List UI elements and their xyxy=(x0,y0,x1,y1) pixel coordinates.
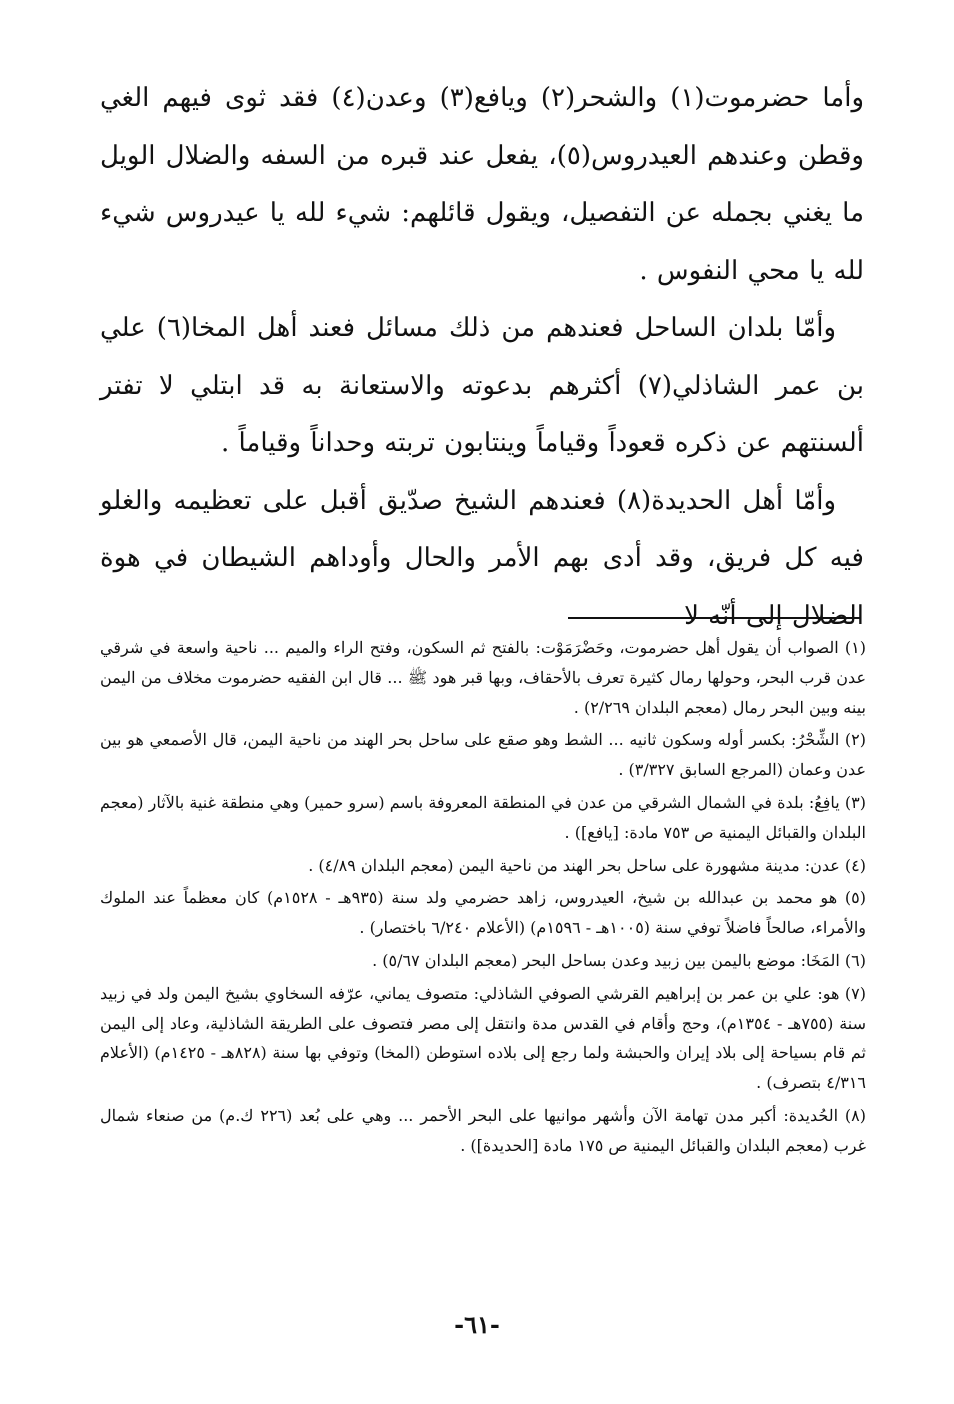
footnotes xyxy=(100,633,866,1164)
footnote-3: (٣) يافِعُ: بلدة في الشمال الشرقي من عدن في المنطقة المعروفة باسم (سرو حمير) وهي منطقة غنية بالآثار (معجم البلدان والقبائل اليمنية ص ٧٥٣ مادة: [يافع]) . xyxy=(100,792,866,842)
footnote-divider xyxy=(568,617,860,619)
page-number: -٦١- xyxy=(454,1310,500,1339)
footnote-6: (٦) المَخَا: موضع باليمن بين زبيد وعدن بساحل البحر (معجم البلدان ٥/٦٧) . xyxy=(372,950,866,970)
footnote-5: (٥) هو محمد بن عبدالله بن شيخ، العيدروس، زاهد حضرمي ولد سنة (٩٣٥هـ - ١٥٢٨م) كان معظماً عند الملوك والأمراء، صالحاً فاضلاً توفي سنة (١٠٠٥هـ - ١٥٩٦م) (الأعلام ٦/٢٤٠ باختصار) . xyxy=(100,888,866,938)
paragraph-1: وأما حضرموت(١) والشحر(٢) ويافع(٣) وعدن(٤) فقد ثوى فيهم الغي وقطن وعندهم العيدروس(٥)، يفعل عند قبره من السفه والضلال الويل ما يغني بجمله عن التفصيل، ويقول قائلهم: شيء لله يا عيدروس شيء لله يا محي النفوس . xyxy=(100,83,864,286)
footnote-4: (٤) عدن: مدينة مشهورة على ساحل بحر الهند من ناحية اليمن (معجم البلدان ٤/٨٩) . xyxy=(308,855,866,875)
footnote-7: (٧) هو: علي بن عمر بن إبراهيم القرشي الصوفي الشاذلي: متصوف يماني، عرّفه السخاوي بشيخ اليمن ولد في زبيد سنة (٧٥٥هـ - ١٣٥٤م)، وحج وأقام في القدس مدة وانتقل إلى مصر فتصوف على الطريقة الشاذلية، وعاد إلى اليمن ثم قام بسياحة إلى بلاد إيران والحبشة ولما رجع إلى بلاده استوطن (المخا) وتوفي بها سنة (٨٢٨هـ - ١٤٢٥م) (الأعلام ٤/٣١٦ بتصرف) . xyxy=(100,983,867,1093)
main-text xyxy=(100,70,864,645)
paragraph-2: وأمّا بلدان الساحل فعندهم من ذلك مسائل فعند أهل المخا(٦) علي بن عمر الشاذلي(٧) أكثرهم بدعوته والاستعانة به قد ابتلي لا تفتر ألسنتهم عن ذكره قعوداً وقياماً وينتابون تربته وحداناً وقياماً . xyxy=(100,313,864,458)
footnote-1: (١) الصواب أن يقول أهل حضرموت، وحَضْرَمَوْت: بالفتح ثم السكون، وفتح الراء والميم ... ناحية واسعة في شرقي عدن قرب البحر، وحولها رمال كثيرة تعرف بالأحقاف، وبها قبر هود ﷺ ... قال ابن الفقيه حضرموت مخلاف من اليمن بينه وبين البحر رمال (معجم البلدان ٢/٢٦٩) . xyxy=(100,638,866,717)
footnote-2: (٢) الشِّحْرُ: بكسر أوله وسكون ثانيه ... الشط وهو صقع على ساحل بحر الهند من ناحية اليمن، قال الأصمعي هو بين عدن وعمان (المرجع السابق ٣/٣٢٧) . xyxy=(100,730,866,780)
paragraph-3: وأمّا أهل الحديدة(٨) فعندهم الشيخ صدّيق أقبل على تعظيمه والغلو فيه كل فريق، وقد أدى بهم الأمر والحال وأوداهم الشيطان في هوة الضلال إلى أنّه لا xyxy=(100,485,864,631)
footnote-8: (٨) الحُديدة: أكبر مدن تهامة الآن وأشهر موانيها على البحر الأحمر ... وهي على بُعد (٢٢٦ ك.م) من صنعاء شمال غرب (معجم البلدان والقبائل اليمنية ص ١٧٥ مادة [الحديدة]) . xyxy=(100,1105,866,1155)
